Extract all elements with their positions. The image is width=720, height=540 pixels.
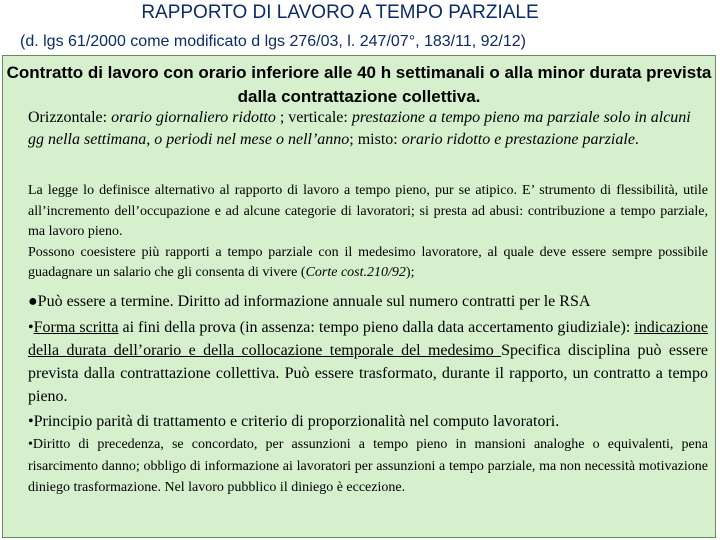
page-subtitle: (d. lgs 61/2000 come modificato d lgs 276/03, l. 247/07°, 183/11, 92/12) [20,33,526,50]
legge-paragraph [28,181,708,284]
legge-text-b: Possono coesistere più rapporti a tempo parziale con il medesimo lavoratore, al quale deve essere sempre possibile guadagnare un salario che gli consenta di vivere ( [28,244,708,280]
page-title: RAPPORTO DI LAVORO A TEMPO PARZIALE [141,2,539,23]
orizzontale-text: orario giornaliero ridotto [111,109,276,126]
forma-text-1: ai fini della prova (in assenza: tempo pieno dalla data accertamento giudiziale): [118,319,635,336]
legge-text-a: La legge lo definisce alternativo al rapporto di lavoro a tempo pieno, pur se atipico. E’ strumento di flessibilità, utile all’incremento dell’occupazione e ad alcune categorie di lavoratori; si presta ad abusi: contribuzione a tempo parziale, ma lavoro pieno. [28,183,708,239]
precedenza-text: Diritto di precedenza, se concordato, per assunzioni a tempo pieno in mansioni analoghe o equivalenti, pena risarcimento danno; obbligo di informazione ai lavoratori per assunzioni a tempo parziale, ma non necessità motivazione diniego trasformazione. Nel lavoro pubblico il diniego è eccezione. [28,437,708,495]
lead-definition: Contratto di lavoro con orario inferiore alle 40 h settimanali o alla minor durata prevista dalla contrattazione collettiva. [6,63,712,106]
termine-item [28,291,708,313]
misto-label: ; misto: [349,131,402,148]
verticale-text: prestazione a tempo pieno ma parziale solo in alcuni gg nella settimana, o periodi nel mese o nell’anno [28,109,691,148]
parita-text: Principio parità di trattamento e criterio di proporzionalità nel computo lavoratori. [33,413,560,430]
types-end: . [634,131,639,148]
orizzontale-label: Orizzontale: [28,109,112,126]
bullet-icon: ● [28,293,38,310]
legge-text-c: ); [405,265,415,280]
precedenza-item [28,434,708,499]
bullet-icon: • [28,437,33,452]
verticale-label: ; verticale: [275,109,352,126]
forma-scritta-text: Forma scritta [33,319,119,336]
legge-text-b-line [28,243,708,284]
misto-text: orario ridotto e prestazione parziale [401,131,635,148]
forma-indicazione-text: indicazione della durata dell’orario e della collocazione temporale del medesimo [28,319,709,359]
forma-text-2: Specifica disciplina può essere prevista dalla contrattazione collettiva. Può essere trasformato, durante il rapporto, un contratto a tempo pieno. [28,342,708,405]
types-paragraph [28,107,708,151]
bullet-icon: • [28,319,34,336]
forma-item [28,316,708,408]
bullet-icon: • [28,413,34,430]
corte-cost-citation: Corte cost.210/92 [305,265,406,280]
parita-item [28,411,708,433]
termine-text: Può essere a termine. Diritto ad informazione annuale sul numero contratti per le RSA [37,293,591,310]
